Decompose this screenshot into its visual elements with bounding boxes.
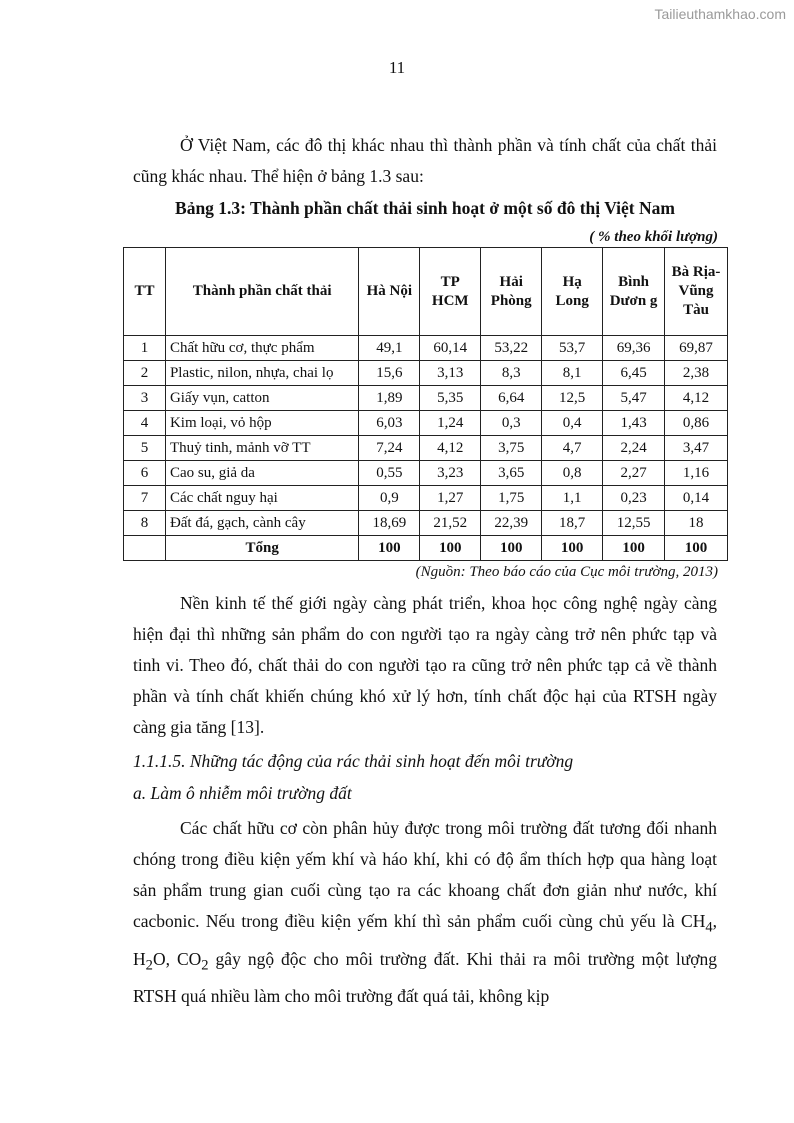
header-hcm: TP HCM xyxy=(420,248,481,336)
cell-value: 6,45 xyxy=(603,361,665,386)
cell-value: 49,1 xyxy=(359,336,420,361)
table-row xyxy=(124,386,728,411)
cell-value: 1,1 xyxy=(542,486,603,511)
cell-value: 5,35 xyxy=(420,386,481,411)
cell-total-value: 100 xyxy=(542,536,603,561)
header-haiphong: Hải Phòng xyxy=(481,248,542,336)
cell-value: 15,6 xyxy=(359,361,420,386)
cell-tt: 6 xyxy=(124,461,166,486)
cell-component: Chất hữu cơ, thực phẩm xyxy=(165,336,358,361)
cell-value: 2,27 xyxy=(603,461,665,486)
cell-tt: 3 xyxy=(124,386,166,411)
cell-value: 21,52 xyxy=(420,511,481,536)
cell-component: Kim loại, vỏ hộp xyxy=(165,411,358,436)
cell-tt: 1 xyxy=(124,336,166,361)
cell-value: 0,55 xyxy=(359,461,420,486)
header-hanoi: Hà Nội xyxy=(359,248,420,336)
cell-value: 8,1 xyxy=(542,361,603,386)
table-total-row xyxy=(124,536,728,561)
table-row xyxy=(124,336,728,361)
cell-component: Đất đá, gạch, cành cây xyxy=(165,511,358,536)
table-row xyxy=(124,411,728,436)
cell-value: 4,12 xyxy=(665,386,728,411)
watermark: Tailieuthamkhao.com xyxy=(654,6,786,22)
cell-value: 1,16 xyxy=(665,461,728,486)
cell-component: Các chất nguy hại xyxy=(165,486,358,511)
cell-component: Cao su, giả da xyxy=(165,461,358,486)
cell-value: 1,89 xyxy=(359,386,420,411)
cell-value: 18,7 xyxy=(542,511,603,536)
cell-value: 53,7 xyxy=(542,336,603,361)
cell-value: 6,64 xyxy=(481,386,542,411)
cell-value: 6,03 xyxy=(359,411,420,436)
cell-value: 7,24 xyxy=(359,436,420,461)
cell-total-label: Tổng xyxy=(165,536,358,561)
paragraph-3-part2: gây ngộ độc cho môi trường đất. Khi thải ra môi trường một lượng RTSH quá nhiều làm cho môi trường đất quá tải, không kịp xyxy=(133,948,717,1006)
cell-value: 0,4 xyxy=(542,411,603,436)
cell-value: 1,24 xyxy=(420,411,481,436)
table-row xyxy=(124,361,728,386)
cell-value: 18 xyxy=(665,511,728,536)
subsection-heading: a. Làm ô nhiễm môi trường đất xyxy=(133,783,352,803)
cell-component: Giấy vụn, catton xyxy=(165,386,358,411)
cell-value: 3,65 xyxy=(481,461,542,486)
formula-h2o: $H_2O$ xyxy=(133,948,166,973)
table-row xyxy=(124,436,728,461)
formula-co2: $CO_2$ xyxy=(176,948,209,973)
header-component: Thành phần chất thải xyxy=(165,248,358,336)
cell-total-value: 100 xyxy=(665,536,728,561)
table-row xyxy=(124,461,728,486)
intro-paragraph: Ở Việt Nam, các đô thị khác nhau thì thành phần và tính chất của chất thải cũng khác nhau. Thể hiện ở bảng 1.3 sau: xyxy=(133,135,717,186)
cell-tt: 2 xyxy=(124,361,166,386)
cell-value: 0,86 xyxy=(665,411,728,436)
cell-tt: 4 xyxy=(124,411,166,436)
cell-value: 53,22 xyxy=(481,336,542,361)
page-number: 11 xyxy=(388,58,406,77)
cell-value: 0,23 xyxy=(603,486,665,511)
cell-value: 8,3 xyxy=(481,361,542,386)
cell-value: 3,23 xyxy=(420,461,481,486)
cell-tt: 7 xyxy=(124,486,166,511)
section-heading: 1.1.1.5. Những tác động của rác thải sinh hoạt đến môi trường xyxy=(133,751,574,771)
cell-value: 22,39 xyxy=(481,511,542,536)
cell-value: 0,14 xyxy=(665,486,728,511)
table-row xyxy=(124,486,728,511)
cell-value: 60,14 xyxy=(420,336,481,361)
cell-total-value: 100 xyxy=(603,536,665,561)
header-tt: TT xyxy=(124,248,166,336)
table-unit-note: ( % theo khối lượng) xyxy=(589,229,718,245)
cell-value: 69,36 xyxy=(603,336,665,361)
cell-value: 12,55 xyxy=(603,511,665,536)
cell-value: 3,13 xyxy=(420,361,481,386)
header-binhduong: Bình Dươn g xyxy=(603,248,665,336)
cell-total-value: 100 xyxy=(420,536,481,561)
header-brvt: Bà Rịa-Vũng Tàu xyxy=(665,248,728,336)
cell-value: 1,43 xyxy=(603,411,665,436)
cell-value: 1,75 xyxy=(481,486,542,511)
table-header-row xyxy=(124,248,728,336)
cell-value: 0,9 xyxy=(359,486,420,511)
paragraph-3-part1: Các chất hữu cơ còn phân hủy được trong môi trường đất tương đối nhanh chóng trong điều kiện yếm khí và háo khí, khi có độ ẩm thích hợp qua hàng loạt sản phẩm trung gian cuối cùng tạo ra các khoang chất đơn giản như nước, khí cacbonic. Nếu trong điều kiện yếm khí thì sản phẩm cuối cùng chủ yếu là xyxy=(133,818,717,931)
table-source: (Nguồn: Theo báo cáo của Cục môi trường, 2013) xyxy=(415,564,718,580)
cell-value: 69,87 xyxy=(665,336,728,361)
formula-ch4: $CH_4$ xyxy=(681,911,713,936)
cell-tt: 8 xyxy=(124,511,166,536)
cell-value: 12,5 xyxy=(542,386,603,411)
cell-value: 1,27 xyxy=(420,486,481,511)
cell-value: 3,75 xyxy=(481,436,542,461)
cell-tt: 5 xyxy=(124,436,166,461)
cell-value: 2,38 xyxy=(665,361,728,386)
waste-composition-table xyxy=(123,247,728,561)
cell-value: 3,47 xyxy=(665,436,728,461)
cell-value: 5,47 xyxy=(603,386,665,411)
cell-component: Plastic, nilon, nhựa, chai lọ xyxy=(165,361,358,386)
cell-value: 0,3 xyxy=(481,411,542,436)
cell-value: 4,12 xyxy=(420,436,481,461)
cell-component: Thuỷ tinh, mảnh vỡ TT xyxy=(165,436,358,461)
cell-value: 0,8 xyxy=(542,461,603,486)
header-halong: Hạ Long xyxy=(542,248,603,336)
cell-total-value: 100 xyxy=(359,536,420,561)
paragraph-3: Các chất hữu cơ còn phân hủy được trong môi trường đất tương đối nhanh chóng trong điều kiện yếm khí và háo khí, khi có độ ẩm thích hợp qua hàng loạt sản phẩm trung gian cuối cùng tạo ra các khoang chất đơn giản như nước, khí cacbonic. Nếu trong điều kiện yếm khí thì sản phẩm cuối cùng chủ yếu là $CH_4$, $H_2O$, $CO_2$ gây ngộ độc cho môi trường đất. Khi thải ra môi trường một lượng RTSH quá nhiều làm cho môi trường đất quá tải, không kịp xyxy=(133,818,717,1006)
table-caption: Bảng 1.3: Thành phần chất thải sinh hoạt ở một số đô thị Việt Nam xyxy=(175,198,675,218)
cell-value: 4,7 xyxy=(542,436,603,461)
cell-value: 18,69 xyxy=(359,511,420,536)
cell-empty xyxy=(124,536,166,561)
table-row xyxy=(124,511,728,536)
cell-value: 2,24 xyxy=(603,436,665,461)
paragraph-2: Nền kinh tế thế giới ngày càng phát triển, khoa học công nghệ ngày càng hiện đại thì những sản phẩm do con người tạo ra ngày càng trở nên phức tạp và tinh vi. Theo đó, chất thải do con người tạo ra cũng trở nên phức tạp cả về thành phần và tính chất khiến chúng khó xử lý hơn, tính chất độc hại của RTSH ngày càng gia tăng [13]. xyxy=(133,593,717,737)
cell-total-value: 100 xyxy=(481,536,542,561)
